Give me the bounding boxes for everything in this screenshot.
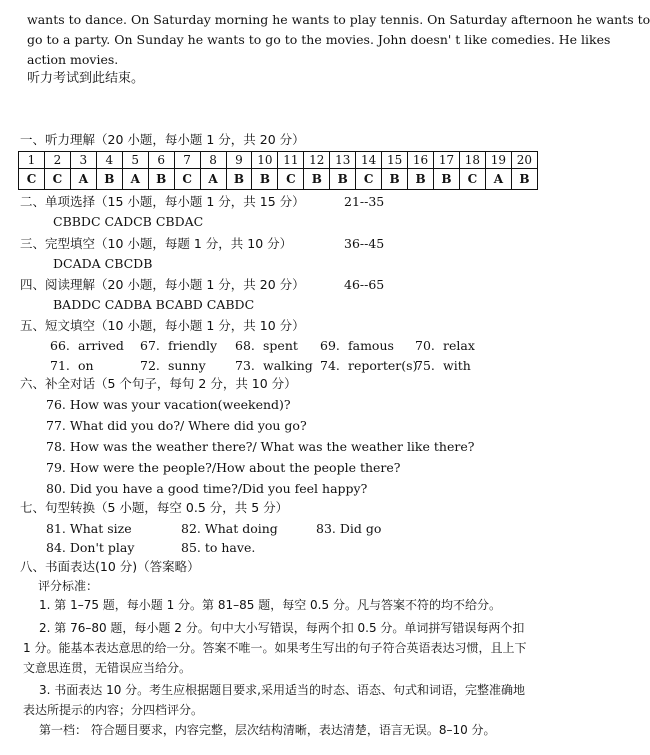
question-number-cell: 1: [19, 152, 45, 169]
question-number-cell: 8: [200, 152, 226, 169]
cloze-word: spent: [263, 338, 298, 353]
transform-answer: 85. to have.: [181, 540, 256, 555]
answer-cell: B: [304, 169, 330, 190]
question-number-cell: 4: [96, 152, 122, 169]
cloze-row-2: [0, 358, 553, 376]
cloze-row-1: [0, 338, 553, 356]
answer-cell: B: [148, 169, 174, 190]
transform-answer: 83. Did go: [316, 521, 382, 536]
criteria-label: 评分标准：: [38, 579, 99, 593]
answer-row: [19, 169, 538, 190]
criteria-paragraph-4: 第一档： 符合题目要求，内容完整，层次结构清晰，表达清楚，语言无误。8–10 分。: [39, 723, 496, 737]
cloze-number: 75.: [415, 358, 435, 373]
section-2-range: 21--35: [344, 194, 385, 209]
dialogue-item: 76. How was your vacation(weekend)?: [46, 397, 291, 412]
section-8-title: 八、书面表达(10 分)（答案略）: [20, 559, 200, 574]
section-3-title: 三、完型填空（10 小题，每题 1 分，共 10 分）: [20, 236, 293, 251]
criteria-paragraph-2: 2. 第 76–80 题，每小题 2 分。句中大小写错误，每两个扣 0.5 分。单词拼写错误每两个扣 1 分。能基本表达意思的给一分。答案不唯一。如果考生写出的句子符合英语表达习惯，且上下文意思连贯，无错误应当给分。: [23, 621, 527, 675]
answer-cell: B: [382, 169, 408, 190]
question-number-cell: 19: [485, 152, 511, 169]
listening-answer-table: [18, 151, 538, 190]
cloze-word: sunny: [168, 358, 206, 373]
dialogue-item: 77. What did you do?/ Where did you go?: [46, 418, 307, 433]
listening-end-note: 听力考试到此结束。: [27, 71, 145, 86]
answer-cell: B: [330, 169, 356, 190]
section-5-title: 五、短文填空（10 小题，每小题 1 分，共 10 分）: [20, 318, 305, 333]
cloze-word: relax: [443, 338, 475, 353]
cloze-number: 71.: [50, 358, 70, 373]
cloze-number: 68.: [235, 338, 255, 353]
section-4-range: 46--65: [344, 277, 385, 292]
question-number-cell: 11: [278, 152, 304, 169]
criteria-paragraph-3: 3. 书面表达 10 分。考生应根据题目要求,采用适当的时态、语态、句式和词语，完整准确地表达所提示的内容；分四档评分。: [23, 683, 525, 717]
cloze-word: arrived: [78, 338, 124, 353]
section-1-title: 一、听力理解（20 小题，每小题 1 分，共 20 分）: [20, 132, 305, 147]
section-3-range: 36--45: [344, 236, 385, 251]
question-number-cell: 5: [122, 152, 148, 169]
cloze-number: 66.: [50, 338, 70, 353]
cloze-word: on: [78, 358, 94, 373]
answer-cell: A: [122, 169, 148, 190]
answer-cell: B: [96, 169, 122, 190]
cloze-number: 70.: [415, 338, 435, 353]
answer-cell: B: [252, 169, 278, 190]
answer-cell: A: [70, 169, 96, 190]
answer-cell: C: [19, 169, 45, 190]
transcript-line-2: go to a party. On Sunday he wants to go to the movies. John doesn' t like comedies. He likes: [27, 32, 611, 47]
cloze-number: 67.: [140, 338, 160, 353]
section-7-title: 七、句型转换（5 小题，每空 0.5 分，共 5 分）: [20, 500, 289, 515]
section-6-title: 六、补全对话（5 个句子，每句 2 分，共 10 分）: [20, 376, 297, 391]
criteria-paragraph-1: 1. 第 1–75 题，每小题 1 分。第 81–85 题，每空 0.5 分。凡与答案不符的均不给分。: [39, 598, 501, 612]
answer-cell: A: [485, 169, 511, 190]
transform-answer: 81. What size: [46, 521, 132, 536]
transcript-line-3: action movies.: [27, 52, 119, 67]
cloze-number: 74.: [320, 358, 340, 373]
cloze-word: famous: [348, 338, 394, 353]
question-number-row: [19, 152, 538, 169]
section-4-title: 四、阅读理解（20 小题，每小题 1 分，共 20 分）: [20, 277, 305, 292]
answer-cell: C: [44, 169, 70, 190]
answer-cell: B: [434, 169, 460, 190]
cloze-number: 69.: [320, 338, 340, 353]
answer-cell: B: [226, 169, 252, 190]
question-number-cell: 18: [459, 152, 485, 169]
question-number-cell: 16: [408, 152, 434, 169]
question-number-cell: 14: [356, 152, 382, 169]
answer-cell: C: [356, 169, 382, 190]
cloze-number: 72.: [140, 358, 160, 373]
cloze-word: reporter(s): [348, 358, 418, 373]
section-3-answers: DCADA CBCDB: [53, 256, 153, 271]
cloze-word: with: [443, 358, 471, 373]
question-number-cell: 13: [330, 152, 356, 169]
answer-cell: C: [278, 169, 304, 190]
question-number-cell: 15: [382, 152, 408, 169]
section-2-title: 二、单项选择（15 小题，每小题 1 分，共 15 分）: [20, 194, 305, 209]
question-number-cell: 2: [44, 152, 70, 169]
section-4-answers: BADDC CADBA BCABD CABDC: [53, 297, 255, 312]
transform-answer: 84. Don't play: [46, 540, 135, 555]
answer-cell: A: [200, 169, 226, 190]
transform-answer: 82. What doing: [181, 521, 278, 536]
dialogue-item: 80. Did you have a good time?/Did you feel happy?: [46, 481, 368, 496]
question-number-cell: 17: [434, 152, 460, 169]
question-number-cell: 7: [174, 152, 200, 169]
answer-cell: C: [174, 169, 200, 190]
question-number-cell: 10: [252, 152, 278, 169]
answer-cell: B: [408, 169, 434, 190]
transcript-line-1: wants to dance. On Saturday morning he wants to play tennis. On Saturday afternoon he wants to: [27, 12, 650, 27]
cloze-word: friendly: [168, 338, 218, 353]
question-number-cell: 9: [226, 152, 252, 169]
question-number-cell: 12: [304, 152, 330, 169]
answer-cell: B: [511, 169, 537, 190]
section-2-answers: CBBDC CADCB CBDAC: [53, 214, 204, 229]
dialogue-item: 78. How was the weather there?/ What was the weather like there?: [46, 439, 475, 454]
question-number-cell: 20: [511, 152, 537, 169]
question-number-cell: 3: [70, 152, 96, 169]
cloze-number: 73.: [235, 358, 255, 373]
question-number-cell: 6: [148, 152, 174, 169]
dialogue-item: 79. How were the people?/How about the people there?: [46, 460, 401, 475]
answer-cell: C: [459, 169, 485, 190]
cloze-word: walking: [263, 358, 313, 373]
